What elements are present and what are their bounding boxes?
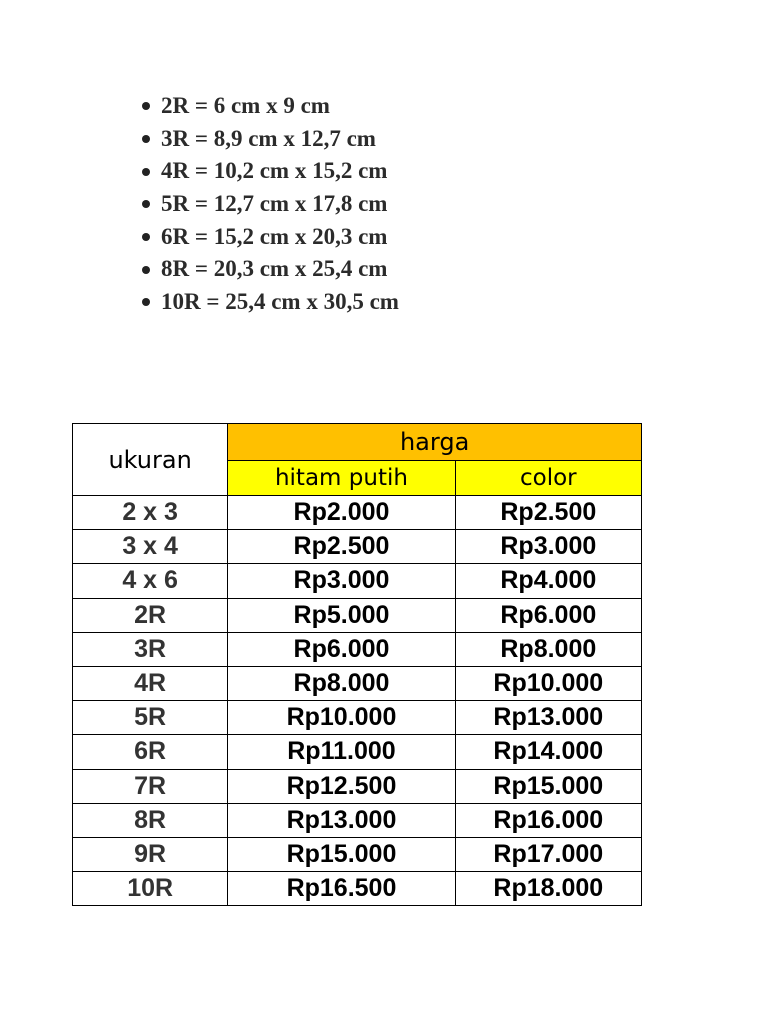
bullet-icon (142, 233, 150, 241)
cell-price-color: Rp18.000 (455, 872, 641, 906)
cell-size: 7R (73, 769, 228, 803)
cell-price-bw: Rp2.500 (228, 530, 455, 564)
bullet-icon (142, 200, 150, 208)
list-item (140, 123, 399, 156)
size-dimension-text: 3R = 8,9 cm x 12,7 cm (161, 125, 376, 151)
cell-price-bw: Rp3.000 (228, 564, 455, 598)
size-dimension-text: 6R = 15,2 cm x 20,3 cm (161, 223, 388, 249)
size-dimension-text: 4R = 10,2 cm x 15,2 cm (161, 158, 388, 184)
cell-price-bw: Rp15.000 (228, 837, 455, 871)
bullet-icon (142, 135, 150, 143)
list-item (140, 286, 399, 319)
cell-price-bw: Rp11.000 (228, 735, 455, 769)
table-row (73, 803, 642, 837)
bullet-icon (142, 266, 150, 274)
cell-price-bw: Rp12.500 (228, 769, 455, 803)
cell-price-color: Rp10.000 (455, 666, 641, 700)
cell-price-color: Rp14.000 (455, 735, 641, 769)
cell-price-color: Rp17.000 (455, 837, 641, 871)
cell-size: 10R (73, 872, 228, 906)
table-row (73, 837, 642, 871)
cell-price-color: Rp2.500 (455, 496, 641, 530)
table-row (73, 769, 642, 803)
cell-price-bw: Rp8.000 (228, 666, 455, 700)
table-row (73, 632, 642, 666)
cell-price-color: Rp4.000 (455, 564, 641, 598)
table-row (73, 530, 642, 564)
cell-size: 4 x 6 (73, 564, 228, 598)
cell-price-bw: Rp16.500 (228, 872, 455, 906)
cell-price-color: Rp16.000 (455, 803, 641, 837)
bullet-icon (142, 168, 150, 176)
cell-price-bw: Rp5.000 (228, 598, 455, 632)
size-dimension-text: 2R = 6 cm x 9 cm (161, 93, 330, 118)
header-black-white: hitam putih (228, 461, 455, 496)
cell-size: 8R (73, 803, 228, 837)
table-row (73, 872, 642, 906)
table-row (73, 735, 642, 769)
cell-price-bw: Rp13.000 (228, 803, 455, 837)
header-price: harga (228, 424, 642, 461)
header-color: color (455, 461, 641, 496)
size-dimension-text: 10R = 25,4 cm x 30,5 cm (161, 289, 399, 315)
cell-size: 6R (73, 735, 228, 769)
cell-size: 4R (73, 666, 228, 700)
size-dimension-text: 8R = 20,3 cm x 25,4 cm (161, 256, 388, 282)
cell-size: 2 x 3 (73, 496, 228, 530)
table-row (73, 564, 642, 598)
list-item (140, 155, 399, 188)
cell-price-bw: Rp2.000 (228, 496, 455, 530)
table-row (73, 496, 642, 530)
cell-price-color: Rp3.000 (455, 530, 641, 564)
list-item (140, 253, 399, 286)
table-row (73, 598, 642, 632)
list-item (140, 221, 399, 254)
cell-size: 9R (73, 837, 228, 871)
cell-size: 3 x 4 (73, 530, 228, 564)
cell-size: 3R (73, 632, 228, 666)
list-item (140, 90, 399, 123)
bullet-icon (142, 102, 150, 110)
cell-price-color: Rp8.000 (455, 632, 641, 666)
size-dimension-text: 5R = 12,7 cm x 17,8 cm (161, 191, 388, 217)
table-row (73, 666, 642, 700)
photo-size-list (140, 90, 399, 319)
header-size: ukuran (73, 424, 228, 496)
bullet-icon (142, 298, 150, 306)
cell-price-color: Rp13.000 (455, 701, 641, 735)
cell-size: 2R (73, 598, 228, 632)
cell-price-color: Rp6.000 (455, 598, 641, 632)
cell-price-bw: Rp6.000 (228, 632, 455, 666)
price-table (72, 423, 642, 906)
cell-price-bw: Rp10.000 (228, 701, 455, 735)
table-row (73, 701, 642, 735)
cell-price-color: Rp15.000 (455, 769, 641, 803)
cell-size: 5R (73, 701, 228, 735)
list-item (140, 188, 399, 221)
